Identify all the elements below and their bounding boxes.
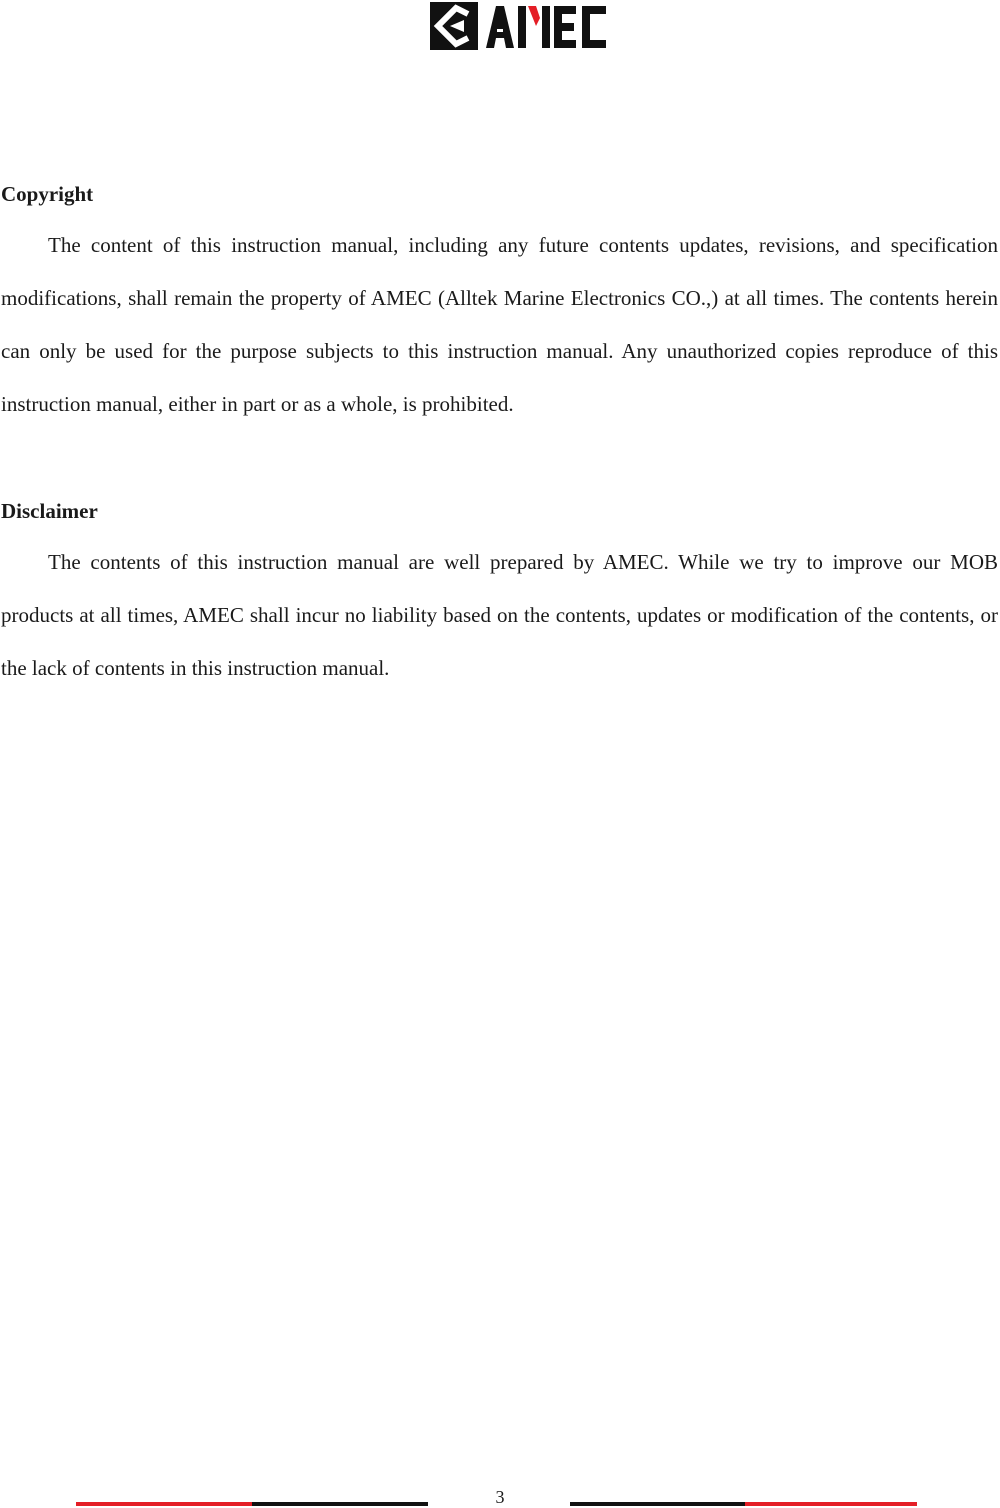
footer-rule-left-red — [76, 1502, 252, 1506]
copyright-heading: Copyright — [1, 182, 94, 206]
amec-logo — [430, 2, 606, 50]
logo-letter-m-right — [542, 6, 550, 48]
footer-rule-right-red — [745, 1502, 917, 1506]
footer-rule-right-black — [570, 1502, 745, 1506]
disclaimer-heading: Disclaimer — [1, 499, 98, 523]
logo-letter-m-left — [518, 6, 526, 48]
copyright-paragraph: The content of this instruction manual, including any future contents updates, revisions, and specification modifications, shall remain the property of AMEC (Alltek Marine Electronics CO.,) at all times. The contents herein can only be used for the purpose subjects to this instruction manual. Any unauthorized copies reproduce of this instruction manual, either in part or as a whole, is prohibited. — [1, 233, 998, 416]
logo-letter-a — [486, 6, 514, 48]
logo-letter-e — [554, 6, 576, 48]
page-number: 3 — [495, 1487, 505, 1507]
logo-letter-c — [582, 6, 606, 48]
footer-rule-left-black — [252, 1502, 428, 1506]
logo-letter-m-accent — [528, 6, 540, 26]
disclaimer-paragraph: The contents of this instruction manual are well prepared by AMEC. While we try to improve our MOB products at all times, AMEC shall incur no liability based on the contents, updates or modification of the contents, or the lack of contents in this instruction manual. — [1, 550, 998, 680]
